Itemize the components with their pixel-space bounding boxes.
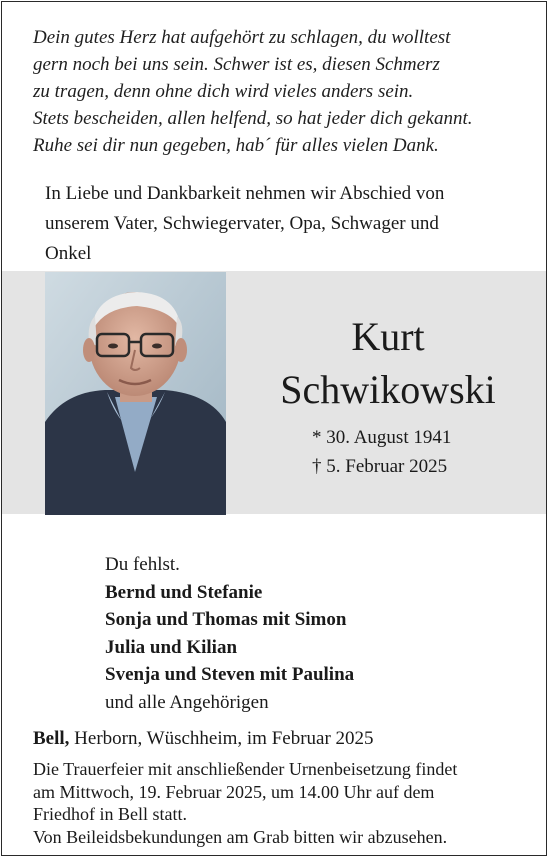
memorial-poem xyxy=(33,24,543,159)
notice-line: Von Beileidsbekundungen am Grab bitten wir abzusehen. xyxy=(33,826,448,847)
notice-line: am Mittwoch, 19. Februar 2025, um 14.00 Uhr auf dem xyxy=(33,781,435,802)
place-rest: Herborn, Wüschheim, im Februar 2025 xyxy=(69,728,374,749)
signatory-opening: Du fehlst. xyxy=(105,554,180,575)
place-main: Bell, xyxy=(33,728,70,749)
notice-line: Die Trauerfeier mit anschließender Urnenbeisetzung findet xyxy=(33,759,458,779)
intro-line: Onkel xyxy=(45,243,92,264)
signatory-family: Bernd und Stefanie xyxy=(105,581,263,603)
signatory-family: Svenja und Steven mit Paulina xyxy=(105,664,355,685)
poem-line: zu tragen, denn ohne dich wird vieles anders sein. xyxy=(33,81,414,102)
poem-line: Dein gutes Herz hat aufgehört zu schlagen, du wolltest xyxy=(33,27,451,48)
death-date: † 5. Februar 2025 xyxy=(312,456,448,477)
funeral-notice xyxy=(33,758,538,848)
intro-line: unserem Vater, Schwiegervater, Opa, Schwager und xyxy=(45,213,439,234)
signatory-family: Sonja und Thomas mit Simon xyxy=(105,609,347,630)
birth-date: * 30. August 1941 xyxy=(312,427,452,448)
signatory-closing: und alle Angehörigen xyxy=(105,691,269,713)
place-date-line xyxy=(33,726,374,752)
last-name: Schwikowski xyxy=(280,367,496,412)
poem-line: Ruhe sei dir nun gegeben, hab´ für alles vielen Dank. xyxy=(33,135,439,156)
poem-line: gern noch bei uns sein. Schwer ist es, diesen Schmerz xyxy=(33,54,440,75)
portrait-photo xyxy=(45,272,226,515)
signatory-family: Julia und Kilian xyxy=(105,636,238,658)
poem-line: Stets bescheiden, allen helfend, so hat jeder dich gekannt. xyxy=(33,108,473,129)
farewell-intro xyxy=(45,179,525,269)
notice-line: Friedhof in Bell statt. xyxy=(33,804,187,824)
intro-line: In Liebe und Dankbarkeit nehmen wir Abschied von xyxy=(45,183,445,204)
first-name: Kurt xyxy=(351,314,425,359)
signatories xyxy=(105,551,354,716)
